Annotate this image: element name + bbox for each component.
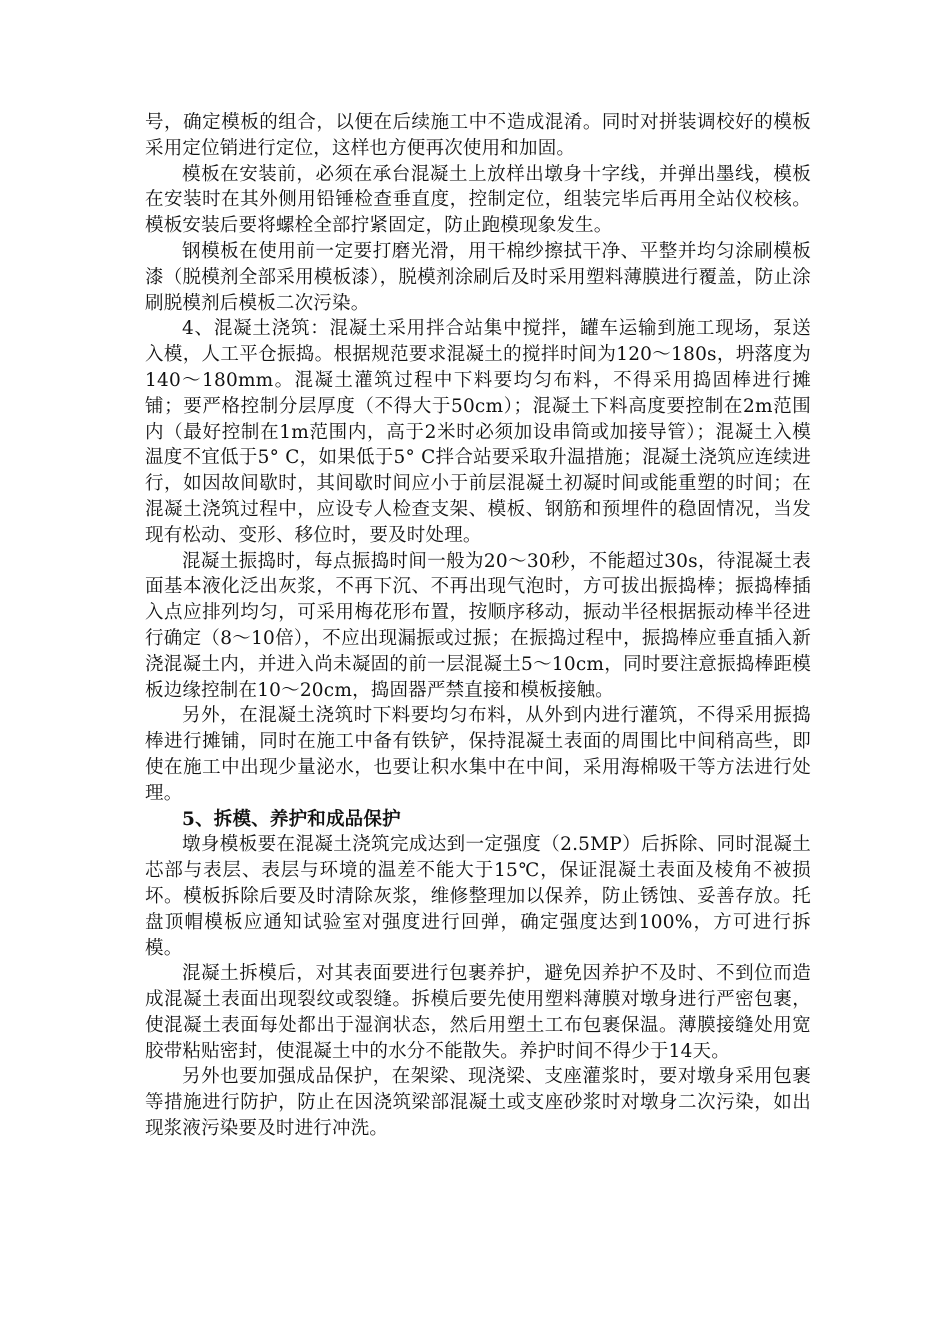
- paragraph: 号，确定模板的组合，以便在后续施工中不造成混淆。同时对拼装调校好的模板采用定位销进行定位，这样也方便再次使用和加固。: [145, 112, 811, 159]
- paragraph: 4、混凝土浇筑：混凝土采用拌合站集中搅拌，罐车运输到施工现场，泵送入模，人工平仓振捣。根据规范要求混凝土的搅拌时间为120～180s，坍落度为140～180mm。混凝土灌筑过程中下料要均匀布料，不得采用捣固棒进行摊铺；要严格控制分层厚度（不得大于50cm）；混凝土下料高度要控制在2m范围内（最好控制在1m范围内，高于2米时必须加设串筒或加接导管）；混凝土入模温度不宜低于5° C，如果低于5° C拌合站要采取升温措施；混凝土浇筑应连续进行，如因故间歇时，其间歇时间应小于前层混凝土初凝时间或能重塑的时间；在混凝土浇筑过程中，应设专人检查支架、模板、钢筋和预埋件的稳固情况，当发现有松动、变形、移位时，要及时处理。: [145, 318, 811, 546]
- paragraph: 墩身模板要在混凝土浇筑完成达到一定强度（2.5MP）后拆除、同时混凝土芯部与表层、表层与环境的温差不能大于15℃，保证混凝土表面及棱角不被损坏。模板拆除后要及时清除灰浆，维修整理加以保养，防止锈蚀、妥善存放。托盘顶帽模板应通知试验室对强度进行回弹，确定强度达到100%，方可进行拆模。: [145, 834, 811, 959]
- paragraph: 另外，在混凝土浇筑时下料要均匀布料，从外到内进行灌筑，不得采用振捣棒进行摊铺，同时在施工中备有铁铲，保持混凝土表面的周围比中间稍高些，即使在施工中出现少量泌水，也要让积水集中在中间，采用海棉吸干等方法进行处理。: [145, 705, 811, 804]
- section-heading: 5、拆模、养护和成品保护: [182, 808, 401, 830]
- paragraph: 钢模板在使用前一定要打磨光滑，用干棉纱擦拭干净、平整并均匀涂刷模板漆（脱模剂全部采用模板漆），脱模剂涂刷后及时采用塑料薄膜进行覆盖，防止涂刷脱模剂后模板二次污染。: [145, 240, 811, 314]
- paragraph: 另外也要加强成品保护，在架梁、现浇梁、支座灌浆时，要对墩身采用包裹等措施进行防护，防止在因浇筑梁部混凝土或支座砂浆时对墩身二次污染，如出现浆液污染要及时进行冲洗。: [145, 1066, 811, 1140]
- document-body: [145, 110, 811, 1142]
- paragraph: 模板在安装前，必须在承台混凝土上放样出墩身十字线，并弹出墨线，模板在安装时在其外侧用铅锤检查垂直度，控制定位，组装完毕后再用全站仪校核。模板安装后要将螺栓全部拧紧固定，防止跑模现象发生。: [145, 163, 811, 237]
- paragraph: 混凝土振捣时，每点振捣时间一般为20～30秒，不能超过30s，待混凝土表面基本液化泛出灰浆，不再下沉、不再出现气泡时，方可拔出振捣棒；振捣棒插入点应排列均匀，可采用梅花形布置，按顺序移动，振动半径根据振动棒半径进行确定（8～10倍），不应出现漏振或过振；在振捣过程中，振捣棒应垂直插入新浇混凝土内，并进入尚未凝固的前一层混凝土5～10cm，同时要注意振捣棒距模板边缘控制在10～20cm，捣固器严禁直接和模板接触。: [145, 550, 811, 701]
- paragraph: 混凝土拆模后，对其表面要进行包裹养护，避免因养护不及时、不到位而造成混凝土表面出现裂纹或裂缝。拆模后要先使用塑料薄膜对墩身进行严密包裹，使混凝土表面每处都出于湿润状态，然后用塑土工布包裹保温。薄膜接缝处用宽胶带粘贴密封，使混凝土中的水分不能散失。养护时间不得少于14天。: [145, 963, 811, 1062]
